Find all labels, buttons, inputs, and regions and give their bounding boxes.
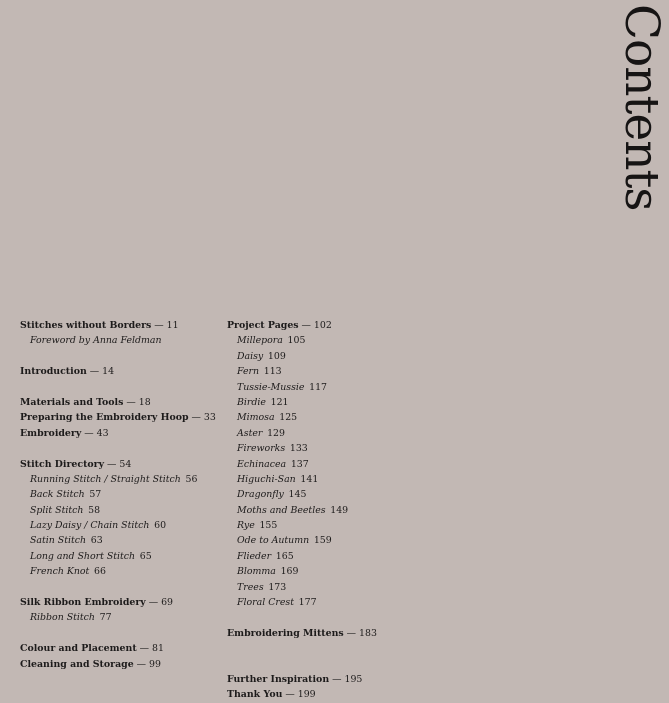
toc-entry-title: Flieder: [237, 550, 272, 562]
toc-page-number: 155: [259, 520, 278, 532]
toc-entry-title: Rye: [237, 520, 255, 532]
toc-entry-title: Higuchi-San: [237, 473, 296, 485]
toc-spacer: [227, 657, 482, 672]
toc-subentry: [227, 518, 482, 533]
page-title: Contents: [614, 4, 669, 211]
toc-page-number: 177: [298, 597, 317, 609]
toc-subentry: [227, 395, 482, 410]
toc-entry-title: Running Stitch / Straight Stitch: [30, 473, 181, 485]
toc-subentry: [227, 426, 482, 441]
toc-page-number: 58: [88, 504, 101, 516]
toc-entry-title: Mimosa: [237, 412, 275, 424]
toc-entry: [20, 641, 225, 656]
toc-separator: —: [282, 689, 298, 701]
toc-subentry: [227, 533, 482, 548]
toc-entry-title: Birdie: [237, 396, 266, 408]
toc-page-number: 56: [185, 473, 198, 485]
toc-separator: —: [343, 627, 360, 639]
toc-page-number: 18: [138, 396, 151, 408]
toc-page-number: 121: [270, 396, 289, 408]
toc-entry-title: Preparing the Embroidery Hoop: [20, 412, 189, 424]
toc-page-number: 66: [93, 566, 106, 578]
toc-subentry: [227, 457, 482, 472]
toc-entry-title: Blomma: [237, 566, 276, 578]
toc-page-number: 199: [297, 689, 316, 701]
toc-entry-title: Aster: [237, 427, 263, 439]
toc-spacer: [227, 610, 482, 625]
toc-entry-title: Lazy Daisy / Chain Stitch: [30, 520, 150, 532]
toc-entry: [20, 657, 225, 672]
toc-subentry: [20, 533, 225, 548]
toc-subentry: [20, 518, 225, 533]
toc-entry-title: Thank You: [227, 689, 283, 701]
toc-subentry: [227, 487, 482, 502]
toc-entry-title: Ribbon Stitch: [30, 612, 95, 624]
toc-entry-title: Daisy: [237, 350, 264, 362]
toc-separator: —: [81, 427, 97, 439]
toc-entry-title: Fireworks: [237, 443, 286, 455]
toc-entry: [20, 364, 225, 379]
toc-subentry: [227, 472, 482, 487]
toc-entry-title: Long and Short Stitch: [30, 550, 136, 562]
toc-entry-title: Split Stitch: [30, 504, 84, 516]
toc-entry: [20, 410, 225, 425]
toc-page-number: 54: [119, 458, 132, 470]
toc-page-number: 60: [154, 520, 167, 532]
toc-page-number: 109: [267, 350, 286, 362]
toc-entry-title: Colour and Placement: [20, 643, 137, 655]
toc-entry-title: Further Inspiration: [227, 673, 330, 685]
toc-entry-title: Foreword by Anna Feldman: [30, 335, 162, 347]
toc-page-number: 11: [166, 320, 179, 331]
toc-spacer: [20, 441, 225, 456]
toc-entry: [20, 395, 225, 410]
toc-page-number: 43: [96, 427, 109, 439]
toc-page-number: 183: [359, 627, 377, 639]
toc-left-column: [20, 318, 225, 672]
toc-entry-title: Embroidering Mittens: [227, 627, 344, 639]
toc-subentry: [227, 333, 482, 348]
toc-entry-title: Silk Ribbon Embroidery: [20, 597, 146, 609]
toc-entry-title: Tussie-Mussie: [237, 381, 305, 393]
toc-entry-title: Embroidery: [20, 427, 82, 439]
toc-separator: —: [188, 412, 204, 424]
toc-entry-title: Materials and Tools: [20, 396, 124, 408]
toc-entry-title: Dragonfly: [237, 489, 284, 501]
toc-page-number: 33: [203, 412, 216, 424]
toc-page-number: 173: [268, 581, 287, 593]
toc-entry: [20, 595, 225, 610]
toc-spacer: [20, 626, 225, 641]
toc-entry-title: Moths and Beetles: [237, 504, 326, 516]
toc-page-number: 159: [313, 535, 332, 547]
toc-entry: [227, 318, 482, 333]
toc-page-number: 57: [89, 489, 102, 501]
toc-page-number: 113: [263, 366, 282, 378]
toc-entry: [20, 318, 225, 333]
toc-page-number: 105: [287, 335, 306, 347]
toc-subentry: [227, 410, 482, 425]
toc-entry: [227, 672, 482, 687]
toc-subentry: [227, 364, 482, 379]
toc-separator: —: [86, 366, 103, 378]
toc-separator: —: [329, 673, 345, 685]
toc-page-number: 133: [289, 443, 308, 455]
toc-subentry: [227, 503, 482, 518]
toc-subentry: [20, 564, 225, 579]
toc-entry-title: Stitches without Borders: [20, 320, 152, 331]
toc-entry-title: Ode to Autumn: [237, 535, 310, 547]
toc-separator: —: [298, 320, 314, 331]
toc-subentry: [20, 610, 225, 625]
toc-page-number: 149: [330, 504, 349, 516]
toc-subentry: [20, 472, 225, 487]
toc-spacer: [20, 349, 225, 364]
toc-subentry: [227, 595, 482, 610]
toc-right-column: [227, 318, 482, 703]
toc-entry-title: Introduction: [20, 366, 87, 378]
toc-page-number: 129: [267, 427, 285, 439]
toc-entry-title: Back Stitch: [30, 489, 85, 501]
toc-subentry: [20, 487, 225, 502]
toc-subentry: [20, 503, 225, 518]
toc-subentry: [227, 564, 482, 579]
toc-entry-title: Echinacea: [237, 458, 287, 470]
toc-spacer: [227, 641, 482, 656]
toc-entry-title: Trees: [237, 581, 264, 593]
toc-entry-title: Satin Stitch: [30, 535, 87, 547]
toc-separator: —: [104, 458, 120, 470]
toc-entry: [20, 426, 225, 441]
toc-page-number: 63: [90, 535, 103, 547]
toc-entry: [227, 626, 482, 641]
toc-entry-title: Cleaning and Storage: [20, 658, 134, 670]
toc-subentry: [227, 580, 482, 595]
toc-page-number: 195: [344, 673, 363, 685]
toc-subentry: [20, 333, 225, 348]
toc-entry: [227, 687, 482, 702]
toc-subentry: [20, 549, 225, 564]
toc-page-number: 99: [149, 658, 161, 670]
toc-page-number: 165: [275, 550, 294, 562]
toc-subentry: [227, 441, 482, 456]
toc-page-number: 65: [139, 550, 152, 562]
toc-page-number: 125: [279, 412, 298, 424]
toc-page-number: 169: [280, 566, 299, 578]
toc-page-number: 145: [288, 489, 307, 501]
toc-page-number: 137: [290, 458, 309, 470]
toc-separator: —: [123, 396, 139, 408]
toc-page-number: 117: [309, 381, 328, 393]
toc-entry-title: Stitch Directory: [20, 458, 105, 470]
toc-entry-title: Millepora: [237, 335, 283, 347]
toc-subentry: [227, 380, 482, 395]
toc-entry-title: Floral Crest: [237, 597, 294, 609]
toc-page-number: 69: [161, 597, 174, 609]
toc-separator: —: [133, 658, 150, 670]
toc-subentry: [227, 349, 482, 364]
toc-page-number: 141: [300, 473, 319, 485]
toc-separator: —: [136, 643, 152, 655]
toc-separator: —: [151, 320, 167, 331]
toc-subentry: [227, 549, 482, 564]
toc-page-number: 77: [99, 612, 112, 624]
toc-entry: [20, 457, 225, 472]
toc-page-number: 102: [313, 320, 332, 331]
toc-entry-title: French Knot: [30, 566, 90, 578]
toc-entry-title: Fern: [237, 366, 260, 378]
toc-separator: —: [145, 597, 162, 609]
toc-spacer: [20, 580, 225, 595]
toc-spacer: [20, 380, 225, 395]
toc-page-number: 81: [152, 643, 164, 655]
toc-page-number: 14: [102, 366, 115, 378]
toc-entry-title: Project Pages: [227, 320, 299, 331]
